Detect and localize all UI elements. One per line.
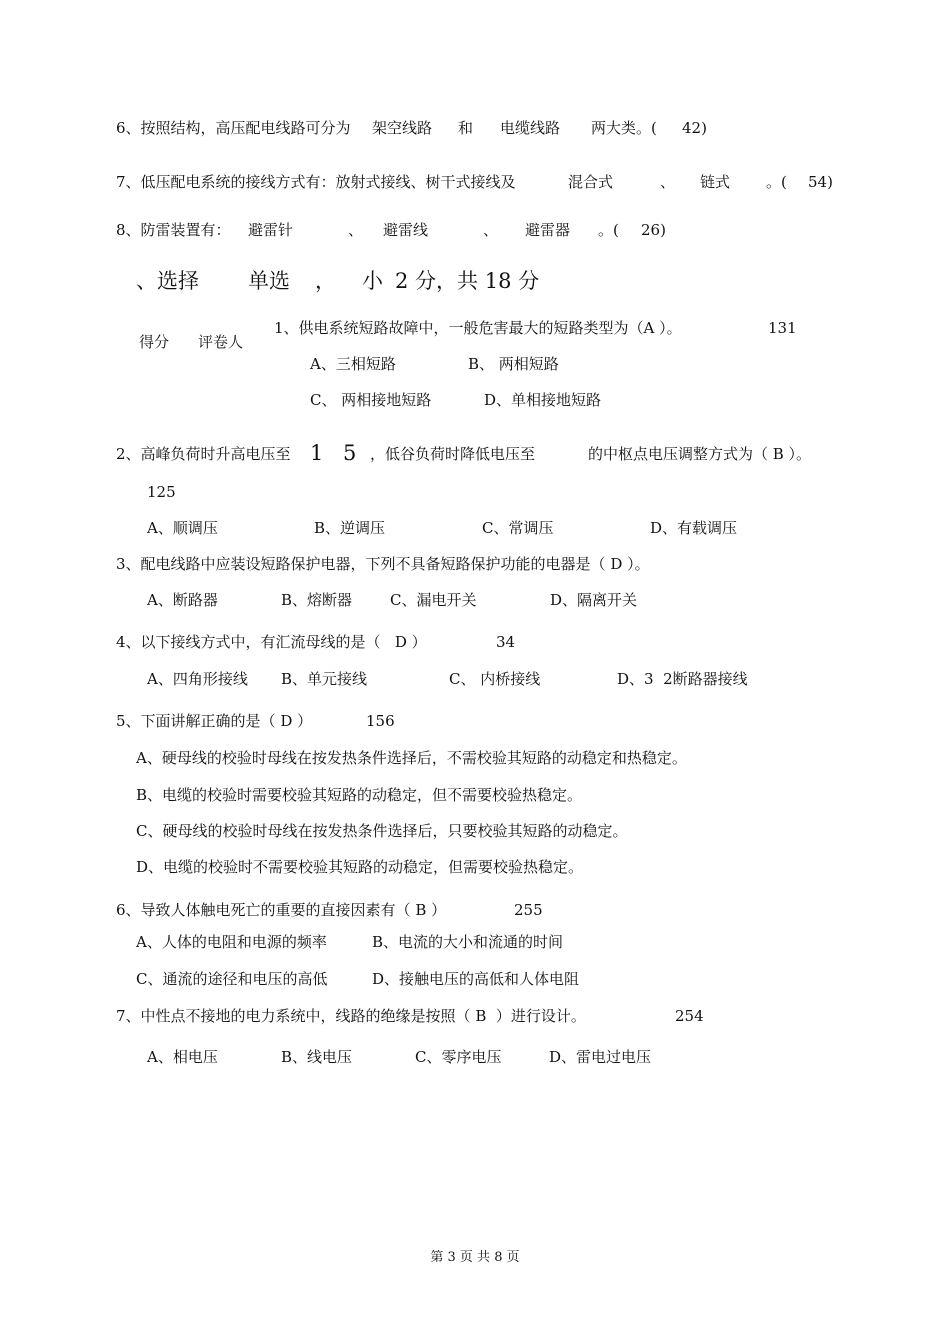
question-2-ref: 125 [147, 483, 176, 501]
question-5-option-a: A、硬母线的校验时母线在按发热条件选择后，不需校验其短路的动稳定和热稳定。 [136, 749, 687, 767]
fill-q8-ref: 26) [641, 221, 666, 239]
fill-q7-answer-1: 混合式 [568, 173, 614, 191]
fill-q8-answer-1: 避雷针 [248, 221, 294, 239]
question-3-option-b: B、熔断器 [281, 591, 353, 609]
question-3-option-a: A、断路器 [147, 591, 218, 609]
fill-q7-ref: 54) [808, 173, 833, 191]
fill-q7-sep: 、 [660, 173, 676, 191]
fill-q6-answer-1: 架空线路 [372, 119, 433, 137]
question-4-option-a: A、四角形接线 [147, 670, 248, 688]
fill-q7-stem: 7、低压配电系统的接线方式有：放射式接线、树干式接线及 [116, 173, 516, 191]
question-2-option-b: B、逆调压 [314, 519, 386, 537]
question-7-ref: 254 [675, 1007, 704, 1025]
fill-q6-and: 和 [458, 119, 474, 137]
question-2-stem-c: 的中枢点电压调整方式为（ B ）。 [588, 445, 812, 463]
fill-q6-ref: 42) [682, 119, 707, 137]
question-7-option-d: D、雷电过电压 [549, 1048, 652, 1066]
question-7-option-b: B、线电压 [281, 1048, 353, 1066]
fill-q7-answer-2: 链式 [700, 173, 731, 191]
question-2-stem-b: ，低谷负荷时降低电压至 [370, 445, 536, 463]
question-6-option-c: C、通流的途径和电压的高低 [136, 970, 328, 988]
fill-q8-sep-2: 、 [483, 221, 499, 239]
question-5-option-d: D、电缆的校验时不需要校验其短路的动稳定，但需要校验热稳定。 [136, 858, 584, 876]
question-1-ref: 131 [768, 319, 797, 337]
fill-q6-stem: 6、按照结构，高压配电线路可分为 [116, 119, 351, 137]
fill-q8-answer-3: 避雷器 [525, 221, 571, 239]
question-7-option-c: C、零序电压 [415, 1048, 502, 1066]
score-label: 得分 [139, 333, 170, 351]
section-heading-small: 小 [362, 269, 383, 293]
question-1-option-b: B、 两相短路 [468, 355, 559, 373]
question-5-ref: 156 [366, 712, 395, 730]
question-4-option-d: D、3 2断路器接线 [617, 670, 748, 688]
question-3-stem: 3、配电线路中应装设短路保护电器，下列不具备短路保护功能的电器是（ D ）。 [116, 555, 650, 573]
question-1-option-c: C、 两相接地短路 [310, 391, 432, 409]
question-5-option-b: B、电缆的校验时需要校验其短路的动稳定，但不需要校验热稳定。 [136, 786, 583, 804]
page-number: 第 3 页 共 8 页 [430, 1250, 520, 1265]
question-2-num-2: 5 [343, 441, 357, 465]
question-1-option-d: D、单相接地短路 [484, 391, 602, 409]
question-2-stem-a: 2、高峰负荷时升高电压至 [116, 445, 291, 463]
question-6-option-b: B、电流的大小和流通的时间 [372, 933, 564, 951]
question-5-option-c: C、硬母线的校验时母线在按发热条件选择后，只要校验其短路的动稳定。 [136, 822, 628, 840]
grader-label: 评卷人 [198, 333, 244, 351]
question-4-ref: 34 [496, 633, 516, 651]
question-2-option-c: C、常调压 [482, 519, 554, 537]
fill-q6-tail: 两大类。( [591, 119, 657, 137]
section-heading-prefix: 、选择 [136, 269, 199, 293]
question-5-stem: 5、下面讲解正确的是（ D ） [116, 712, 313, 730]
question-4-option-b: B、单元接线 [281, 670, 368, 688]
question-2-option-d: D、有载调压 [650, 519, 738, 537]
question-2-num-1: 1 [310, 441, 324, 465]
fill-q8-stem: 8、防雷装置有： [116, 221, 231, 239]
question-4-stem: 4、以下接线方式中，有汇流母线的是（ D ） [116, 633, 427, 651]
question-3-option-d: D、隔离开关 [550, 591, 638, 609]
question-6-option-d: D、接触电压的高低和人体电阻 [372, 970, 580, 988]
fill-q8-sep-1: 、 [348, 221, 364, 239]
section-heading-comma: ， [315, 269, 336, 293]
question-4-option-c: C、 内桥接线 [449, 670, 541, 688]
section-heading-single: 单选 [248, 269, 290, 293]
question-7-option-a: A、相电压 [147, 1048, 218, 1066]
question-1-option-a: A、三相短路 [310, 355, 396, 373]
question-7-stem: 7、中性点不接地的电力系统中，线路的绝缘是按照（ B ）进行设计。 [116, 1007, 586, 1025]
question-2-option-a: A、顺调压 [147, 519, 218, 537]
fill-q8-tail: 。( [598, 221, 619, 239]
section-heading-score: 2 分，共 18 分 [395, 269, 540, 293]
question-6-option-a: A、人体的电阻和电源的频率 [136, 933, 327, 951]
fill-q6-answer-2: 电缆线路 [500, 119, 561, 137]
fill-q7-tail: 。( [766, 173, 787, 191]
question-6-stem: 6、导致人体触电死亡的重要的直接因素有（ B ） [116, 901, 447, 919]
fill-q8-answer-2: 避雷线 [383, 221, 429, 239]
question-6-ref: 255 [514, 901, 543, 919]
question-3-option-c: C、漏电开关 [390, 591, 477, 609]
question-1-stem: 1、供电系统短路故障中，一般危害最大的短路类型为（A ）。 [274, 319, 682, 337]
